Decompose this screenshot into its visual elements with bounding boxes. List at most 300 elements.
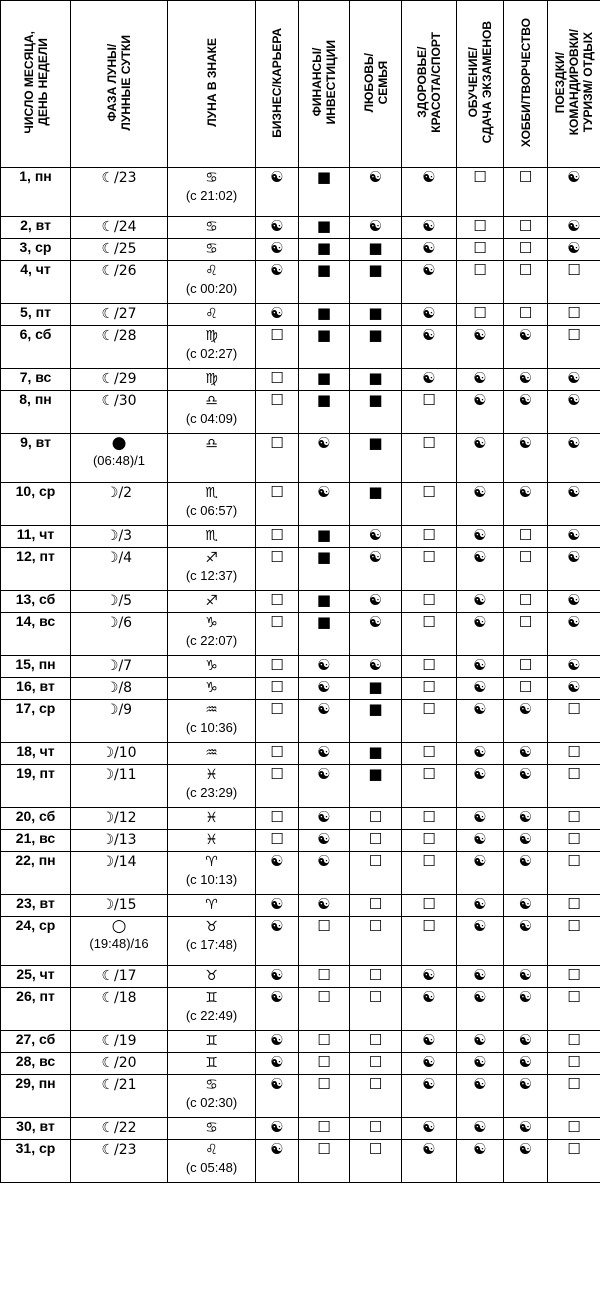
- yin-yang-icon: ☯: [567, 483, 581, 501]
- business-cell: [256, 895, 299, 917]
- moon-phase-icon: ☽/11: [101, 767, 137, 783]
- yin-yang-icon: ☯: [473, 326, 487, 344]
- zodiac-sign-icon: ♈: [205, 897, 218, 913]
- day-cell: 18, чт: [1, 743, 71, 765]
- study-cell: [457, 830, 504, 852]
- yin-yang-icon: ☯: [567, 548, 581, 566]
- day-cell: 13, сб: [1, 591, 71, 613]
- table-row: [1, 591, 600, 613]
- finance-cell: [299, 261, 350, 304]
- yin-yang-icon: ☯: [518, 1031, 533, 1049]
- yin-yang-icon: ☯: [473, 591, 487, 609]
- empty-square-icon: ☐: [567, 1140, 581, 1158]
- business-cell: [256, 1053, 299, 1075]
- health-cell: [402, 1053, 457, 1075]
- moon-sign-cell: [168, 548, 256, 591]
- empty-square-icon: ☐: [518, 591, 533, 609]
- moon-phase-cell: [71, 1075, 168, 1118]
- travel-cell: [548, 168, 600, 217]
- business-cell: [256, 830, 299, 852]
- empty-square-icon: ☐: [473, 217, 487, 235]
- empty-square-icon: ☐: [270, 326, 284, 344]
- study-cell: [457, 304, 504, 326]
- zodiac-sign-icon: ♈: [205, 854, 218, 870]
- business-cell: [256, 304, 299, 326]
- yin-yang-icon: ☯: [422, 304, 436, 322]
- finance-cell: [299, 852, 350, 895]
- health-cell: [402, 830, 457, 852]
- moon-phase-icon: ☽/14: [101, 854, 137, 870]
- moon-phase-icon: ○: [111, 916, 127, 936]
- moon-phase-cell: [71, 830, 168, 852]
- health-cell: [402, 548, 457, 591]
- day-cell: 3, ср: [1, 239, 71, 261]
- moon-sign-cell: [168, 1053, 256, 1075]
- empty-square-icon: ☐: [567, 326, 581, 344]
- moon-phase-cell: [71, 239, 168, 261]
- love-cell: [350, 369, 402, 391]
- business-cell: [256, 526, 299, 548]
- empty-square-icon: ☐: [518, 678, 533, 696]
- business-cell: [256, 483, 299, 526]
- moon-sign-cell: [168, 743, 256, 765]
- love-cell: [350, 1053, 402, 1075]
- moon-phase-icon: ☽/3: [105, 528, 133, 544]
- love-cell: [350, 434, 402, 483]
- business-cell: [256, 765, 299, 808]
- moon-phase-cell: [71, 591, 168, 613]
- empty-square-icon: ☐: [567, 988, 581, 1006]
- study-cell: [457, 168, 504, 217]
- day-cell: 22, пн: [1, 852, 71, 895]
- hobby-cell: [504, 591, 548, 613]
- study-cell: [457, 1031, 504, 1053]
- table-row: [1, 656, 600, 678]
- yin-yang-icon: ☯: [473, 988, 487, 1006]
- yin-yang-icon: ☯: [270, 1031, 284, 1049]
- finance-cell: [299, 656, 350, 678]
- hobby-cell: [504, 483, 548, 526]
- table-row: [1, 548, 600, 591]
- empty-square-icon: ☐: [518, 217, 533, 235]
- finance-cell: [299, 1118, 350, 1140]
- empty-square-icon: ☐: [270, 548, 284, 566]
- moon-sign-cell: [168, 434, 256, 483]
- zodiac-sign-icon: ♋: [205, 1120, 218, 1136]
- love-cell: [350, 808, 402, 830]
- moon-phase-cell: [71, 917, 168, 966]
- zodiac-sign-icon: ♎: [205, 436, 218, 452]
- travel-cell: [548, 852, 600, 895]
- day-cell: 9, вт: [1, 434, 71, 483]
- travel-cell: [548, 1031, 600, 1053]
- hobby-cell: [504, 966, 548, 988]
- yin-yang-icon: ☯: [270, 261, 284, 279]
- health-cell: [402, 526, 457, 548]
- moon-sign-cell: [168, 391, 256, 434]
- empty-square-icon: ☐: [317, 1031, 331, 1049]
- hobby-cell: [504, 217, 548, 239]
- business-cell: [256, 326, 299, 369]
- study-cell: [457, 391, 504, 434]
- yin-yang-icon: ☯: [473, 391, 487, 409]
- moon-phase-cell: [71, 1118, 168, 1140]
- health-cell: [402, 988, 457, 1031]
- yin-yang-icon: ☯: [567, 369, 581, 387]
- hobby-cell: [504, 326, 548, 369]
- moon-phase-icon: ☾/27: [101, 306, 137, 322]
- moon-phase-icon: ☽/8: [105, 680, 133, 696]
- table-row: [1, 743, 600, 765]
- moon-sign-cell: [168, 700, 256, 743]
- empty-square-icon: ☐: [567, 830, 581, 848]
- filled-square-icon: ■: [368, 434, 383, 452]
- empty-square-icon: ☐: [567, 765, 581, 783]
- empty-square-icon: ☐: [368, 895, 383, 913]
- zodiac-sign-icon: ♒: [205, 702, 218, 718]
- day-cell: 17, ср: [1, 700, 71, 743]
- finance-cell: [299, 1140, 350, 1183]
- moon-phase-cell: [71, 678, 168, 700]
- moon-phase-cell: [71, 852, 168, 895]
- yin-yang-icon: ☯: [473, 1118, 487, 1136]
- table-row: [1, 1075, 600, 1118]
- moon-phase-cell: [71, 168, 168, 217]
- sign-entry-time: (с 06:57): [185, 503, 238, 518]
- sign-entry-time: (с 02:30): [185, 1095, 238, 1110]
- moon-sign-cell: [168, 1118, 256, 1140]
- yin-yang-icon: ☯: [473, 369, 487, 387]
- study-cell: [457, 895, 504, 917]
- yin-yang-icon: ☯: [368, 613, 383, 631]
- moon-sign-cell: [168, 369, 256, 391]
- zodiac-sign-icon: ♐: [205, 593, 218, 609]
- moon-phase-icon: ☽/7: [105, 658, 133, 674]
- moon-sign-cell: [168, 1031, 256, 1053]
- yin-yang-icon: ☯: [473, 548, 487, 566]
- yin-yang-icon: ☯: [473, 808, 487, 826]
- sign-entry-time: (с 10:13): [185, 872, 238, 887]
- empty-square-icon: ☐: [270, 369, 284, 387]
- finance-cell: [299, 591, 350, 613]
- day-cell: 2, вт: [1, 217, 71, 239]
- zodiac-sign-icon: ♓: [205, 767, 218, 783]
- yin-yang-icon: ☯: [518, 700, 533, 718]
- yin-yang-icon: ☯: [567, 656, 581, 674]
- day-cell: 10, ср: [1, 483, 71, 526]
- empty-square-icon: ☐: [567, 852, 581, 870]
- yin-yang-icon: ☯: [368, 168, 383, 186]
- travel-cell: [548, 1053, 600, 1075]
- moon-phase-time: (19:48)/16: [89, 936, 149, 951]
- yin-yang-icon: ☯: [518, 434, 533, 452]
- empty-square-icon: ☐: [422, 434, 436, 452]
- business-cell: [256, 261, 299, 304]
- finance-cell: [299, 830, 350, 852]
- moon-phase-icon: ☾/20: [101, 1055, 137, 1071]
- finance-cell: [299, 808, 350, 830]
- health-cell: [402, 656, 457, 678]
- yin-yang-icon: ☯: [317, 895, 331, 913]
- day-cell: 5, пт: [1, 304, 71, 326]
- love-cell: [350, 526, 402, 548]
- moon-sign-cell: [168, 591, 256, 613]
- finance-cell: [299, 239, 350, 261]
- study-cell: [457, 1053, 504, 1075]
- yin-yang-icon: ☯: [422, 1053, 436, 1071]
- finance-cell: [299, 700, 350, 743]
- yin-yang-icon: ☯: [422, 1118, 436, 1136]
- love-cell: [350, 483, 402, 526]
- moon-phase-icon: ☽/9: [105, 702, 133, 718]
- empty-square-icon: ☐: [518, 548, 533, 566]
- moon-phase-cell: [71, 326, 168, 369]
- hobby-cell: [504, 239, 548, 261]
- health-cell: [402, 700, 457, 743]
- empty-square-icon: ☐: [518, 239, 533, 257]
- business-cell: [256, 1118, 299, 1140]
- health-cell: [402, 743, 457, 765]
- table-row: [1, 852, 600, 895]
- moon-sign-cell: [168, 483, 256, 526]
- table-row: [1, 765, 600, 808]
- yin-yang-icon: ☯: [270, 895, 284, 913]
- hobby-cell: [504, 678, 548, 700]
- yin-yang-icon: ☯: [270, 988, 284, 1006]
- finance-cell: [299, 1053, 350, 1075]
- empty-square-icon: ☐: [567, 895, 581, 913]
- empty-square-icon: ☐: [368, 1053, 383, 1071]
- moon-phase-icon: ☾/19: [101, 1033, 137, 1049]
- business-cell: [256, 700, 299, 743]
- day-cell: 24, ср: [1, 917, 71, 966]
- empty-square-icon: ☐: [270, 391, 284, 409]
- business-cell: [256, 1140, 299, 1183]
- health-cell: [402, 1031, 457, 1053]
- yin-yang-icon: ☯: [422, 369, 436, 387]
- business-cell: [256, 743, 299, 765]
- empty-square-icon: ☐: [270, 830, 284, 848]
- study-cell: [457, 526, 504, 548]
- empty-square-icon: ☐: [368, 966, 383, 984]
- header-finance: ФИНАНСЫ/ ИНВЕСТИЦИИ: [299, 1, 350, 168]
- love-cell: [350, 743, 402, 765]
- moon-sign-cell: [168, 217, 256, 239]
- yin-yang-icon: ☯: [473, 830, 487, 848]
- yin-yang-icon: ☯: [422, 966, 436, 984]
- hobby-cell: [504, 1031, 548, 1053]
- yin-yang-icon: ☯: [518, 852, 533, 870]
- moon-phase-icon: ☽/10: [101, 745, 137, 761]
- yin-yang-icon: ☯: [473, 700, 487, 718]
- study-cell: [457, 548, 504, 591]
- empty-square-icon: ☐: [368, 852, 383, 870]
- sign-entry-time: (с 23:29): [185, 785, 238, 800]
- filled-square-icon: ■: [316, 548, 332, 566]
- empty-square-icon: ☐: [473, 304, 487, 322]
- finance-cell: [299, 917, 350, 966]
- table-row: [1, 700, 600, 743]
- day-cell: 31, ср: [1, 1140, 71, 1183]
- table-row: [1, 830, 600, 852]
- moon-phase-icon: ☽/5: [105, 593, 133, 609]
- header-health: ЗДОРОВЬЕ/ КРАСОТА/СПОРТ: [402, 1, 457, 168]
- empty-square-icon: ☐: [368, 830, 383, 848]
- moon-phase-cell: [71, 391, 168, 434]
- yin-yang-icon: ☯: [317, 830, 331, 848]
- empty-square-icon: ☐: [270, 591, 284, 609]
- moon-phase-cell: [71, 369, 168, 391]
- empty-square-icon: ☐: [317, 917, 331, 935]
- love-cell: [350, 988, 402, 1031]
- empty-square-icon: ☐: [473, 261, 487, 279]
- yin-yang-icon: ☯: [518, 743, 533, 761]
- business-cell: [256, 808, 299, 830]
- health-cell: [402, 765, 457, 808]
- yin-yang-icon: ☯: [270, 239, 284, 257]
- filled-square-icon: ■: [368, 369, 383, 387]
- empty-square-icon: ☐: [422, 700, 436, 718]
- travel-cell: [548, 326, 600, 369]
- empty-square-icon: ☐: [368, 808, 383, 826]
- study-cell: [457, 656, 504, 678]
- day-cell: 19, пт: [1, 765, 71, 808]
- travel-cell: [548, 239, 600, 261]
- moon-phase-icon: ☽/12: [101, 810, 137, 826]
- travel-cell: [548, 700, 600, 743]
- day-cell: 21, вс: [1, 830, 71, 852]
- health-cell: [402, 369, 457, 391]
- health-cell: [402, 852, 457, 895]
- finance-cell: [299, 966, 350, 988]
- empty-square-icon: ☐: [473, 168, 487, 186]
- study-cell: [457, 591, 504, 613]
- day-cell: 30, вт: [1, 1118, 71, 1140]
- filled-square-icon: ■: [316, 261, 332, 279]
- table-row: [1, 1140, 600, 1183]
- hobby-cell: [504, 1140, 548, 1183]
- travel-cell: [548, 548, 600, 591]
- yin-yang-icon: ☯: [270, 917, 284, 935]
- finance-cell: [299, 217, 350, 239]
- empty-square-icon: ☐: [270, 434, 284, 452]
- yin-yang-icon: ☯: [368, 656, 383, 674]
- finance-cell: [299, 434, 350, 483]
- love-cell: [350, 966, 402, 988]
- travel-cell: [548, 917, 600, 966]
- zodiac-sign-icon: ♐: [205, 550, 218, 566]
- love-cell: [350, 1118, 402, 1140]
- moon-phase-icon: ☽/6: [105, 615, 133, 631]
- table-row: [1, 1053, 600, 1075]
- love-cell: [350, 1140, 402, 1183]
- filled-square-icon: ■: [316, 526, 332, 544]
- filled-square-icon: ■: [316, 591, 332, 609]
- table-row: [1, 217, 600, 239]
- yin-yang-icon: ☯: [518, 1140, 533, 1158]
- business-cell: [256, 1031, 299, 1053]
- business-cell: [256, 239, 299, 261]
- love-cell: [350, 678, 402, 700]
- filled-square-icon: ■: [368, 304, 383, 322]
- travel-cell: [548, 526, 600, 548]
- health-cell: [402, 1075, 457, 1118]
- yin-yang-icon: ☯: [270, 1118, 284, 1136]
- zodiac-sign-icon: ♍: [205, 371, 218, 387]
- yin-yang-icon: ☯: [473, 678, 487, 696]
- filled-square-icon: ■: [368, 239, 383, 257]
- hobby-cell: [504, 917, 548, 966]
- zodiac-sign-icon: ♌: [205, 263, 218, 279]
- zodiac-sign-icon: ♉: [205, 919, 218, 935]
- moon-sign-cell: [168, 526, 256, 548]
- moon-phase-cell: [71, 895, 168, 917]
- empty-square-icon: ☐: [567, 917, 581, 935]
- table-row: [1, 988, 600, 1031]
- business-cell: [256, 1075, 299, 1118]
- empty-square-icon: ☐: [473, 239, 487, 257]
- business-cell: [256, 217, 299, 239]
- header-travel: ПОЕЗДКИ/ КОМАНДИРОВКИ/ ТУРИЗМ/ ОТДЫХ: [548, 1, 600, 168]
- moon-phase-cell: [71, 261, 168, 304]
- empty-square-icon: ☐: [317, 1118, 331, 1136]
- travel-cell: [548, 966, 600, 988]
- empty-square-icon: ☐: [422, 656, 436, 674]
- moon-sign-cell: [168, 678, 256, 700]
- hobby-cell: [504, 1053, 548, 1075]
- sign-entry-time: (с 21:02): [185, 188, 238, 203]
- love-cell: [350, 261, 402, 304]
- yin-yang-icon: ☯: [518, 391, 533, 409]
- day-cell: 12, пт: [1, 548, 71, 591]
- finance-cell: [299, 1075, 350, 1118]
- moon-sign-cell: [168, 895, 256, 917]
- study-cell: [457, 326, 504, 369]
- study-cell: [457, 483, 504, 526]
- yin-yang-icon: ☯: [473, 917, 487, 935]
- business-cell: [256, 434, 299, 483]
- yin-yang-icon: ☯: [270, 304, 284, 322]
- filled-square-icon: ■: [368, 326, 383, 344]
- business-cell: [256, 852, 299, 895]
- hobby-cell: [504, 830, 548, 852]
- health-cell: [402, 304, 457, 326]
- travel-cell: [548, 678, 600, 700]
- moon-sign-cell: [168, 852, 256, 895]
- empty-square-icon: ☐: [422, 391, 436, 409]
- yin-yang-icon: ☯: [422, 326, 436, 344]
- sign-entry-time: (с 10:36): [185, 720, 238, 735]
- study-cell: [457, 1118, 504, 1140]
- day-cell: 28, вс: [1, 1053, 71, 1075]
- moon-phase-cell: [71, 548, 168, 591]
- business-cell: [256, 988, 299, 1031]
- moon-phase-cell: [71, 656, 168, 678]
- zodiac-sign-icon: ♌: [205, 1142, 218, 1158]
- zodiac-sign-icon: ♓: [205, 810, 218, 826]
- hobby-cell: [504, 526, 548, 548]
- moon-phase-icon: ☾/22: [101, 1120, 137, 1136]
- finance-cell: [299, 304, 350, 326]
- day-cell: 29, пн: [1, 1075, 71, 1118]
- study-cell: [457, 1075, 504, 1118]
- yin-yang-icon: ☯: [422, 1031, 436, 1049]
- yin-yang-icon: ☯: [473, 1140, 487, 1158]
- zodiac-sign-icon: ♑: [205, 680, 218, 696]
- filled-square-icon: ■: [368, 391, 383, 409]
- yin-yang-icon: ☯: [317, 765, 331, 783]
- finance-cell: [299, 483, 350, 526]
